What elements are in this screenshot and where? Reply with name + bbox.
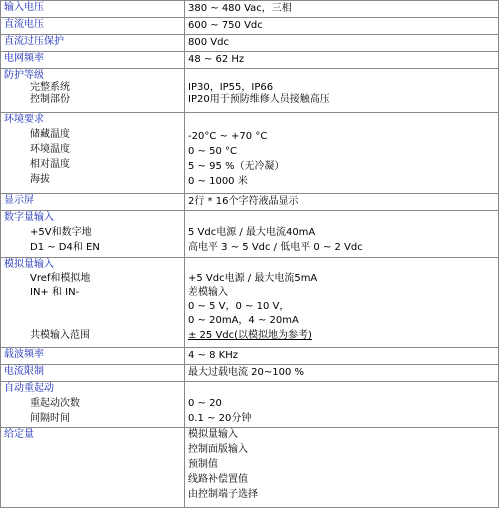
value-line: 差模输入	[188, 287, 228, 298]
row-value	[185, 113, 499, 194]
row-title: 模拟量输入	[4, 259, 54, 270]
row-sub-label: 储藏温度	[30, 129, 70, 140]
row-title: 自动重起动	[4, 383, 54, 394]
row-title: 电网频率	[4, 53, 44, 64]
row-value	[185, 1, 499, 18]
value-line: 模拟量输入	[188, 429, 238, 440]
row-key	[1, 365, 185, 382]
value-line: 线路补偿置值	[188, 474, 248, 485]
value-line: -20°C ~ +70 °C	[188, 131, 268, 142]
row-key	[1, 382, 185, 428]
table-row-analog-input	[1, 258, 499, 348]
value-line: 5 ~ 95 %（无冷凝）	[188, 161, 285, 172]
row-value	[185, 69, 499, 113]
row-key	[1, 258, 185, 348]
row-title: 环境要求	[4, 114, 44, 125]
row-key	[1, 211, 185, 258]
row-key	[1, 428, 185, 508]
row-key	[1, 18, 185, 35]
row-value	[185, 194, 499, 211]
value-line: 高电平 3 ~ 5 Vdc / 低电平 0 ~ 2 Vdc	[188, 242, 363, 253]
table-row-grid-frequency	[1, 52, 499, 69]
value-line: IP30，IP55，IP66	[188, 82, 274, 93]
row-value	[185, 35, 499, 52]
row-sub-label: 间隔时间	[30, 413, 70, 424]
table-row-current-limit	[1, 365, 499, 382]
row-key	[1, 1, 185, 18]
row-title: 防护等级	[4, 70, 44, 81]
table-row-reference	[1, 428, 499, 508]
value-line: ± 25 Vdc(以模拟地为参考)	[188, 330, 312, 341]
row-sub-label: 完整系统	[30, 82, 70, 93]
row-title: 载波频率	[4, 349, 44, 360]
value-line: 0 ~ 20mA，4 ~ 20mA	[188, 315, 299, 326]
row-key	[1, 194, 185, 211]
row-title: 给定量	[4, 429, 34, 440]
row-title: 显示屏	[4, 195, 34, 206]
row-key	[1, 52, 185, 69]
row-value	[185, 428, 499, 508]
value-line: 0.1 ~ 20分钟	[188, 413, 252, 424]
value-line: 由控制端子选择	[188, 489, 258, 500]
row-sub-label: 重起动次数	[30, 398, 80, 409]
row-value	[185, 348, 499, 365]
row-value	[185, 365, 499, 382]
value-line: 0 ~ 5 V，0 ~ 10 V，	[188, 301, 290, 312]
row-sub-label: 海拔	[30, 174, 50, 185]
value-line: 380 ~ 480 Vac，三相	[188, 3, 292, 14]
value-line: 0 ~ 20	[188, 398, 222, 409]
table-row-dc-overvoltage	[1, 35, 499, 52]
table-row-display	[1, 194, 499, 211]
row-value	[185, 258, 499, 348]
row-value	[185, 211, 499, 258]
row-key	[1, 113, 185, 194]
row-sub-label: IN+ 和 IN-	[30, 287, 80, 298]
row-key	[1, 35, 185, 52]
value-line: 600 ~ 750 Vdc	[188, 20, 263, 31]
value-line: 控制面版输入	[188, 444, 248, 455]
value-line: 4 ~ 8 KHz	[188, 350, 238, 361]
row-value	[185, 382, 499, 428]
row-sub-label: Vref和模拟地	[30, 273, 91, 284]
row-key	[1, 69, 185, 113]
row-title: 电流限制	[4, 366, 44, 377]
row-title: 输入电压	[4, 2, 44, 13]
value-line: 2行 * 16个字符液晶显示	[188, 196, 299, 207]
table-row-digital-input	[1, 211, 499, 258]
row-title: 数字量输入	[4, 212, 54, 223]
row-sub-label: 控制部份	[30, 94, 70, 105]
row-sub-label: 相对温度	[30, 159, 70, 170]
value-line: 5 Vdc电源 / 最大电流40mA	[188, 227, 316, 238]
row-key	[1, 348, 185, 365]
row-value	[185, 52, 499, 69]
table-row-dc-voltage	[1, 18, 499, 35]
value-line: 0 ~ 1000 米	[188, 176, 248, 187]
table-row-environment	[1, 113, 499, 194]
row-title: 直流过压保护	[4, 36, 64, 47]
value-line: 800 Vdc	[188, 37, 229, 48]
value-line: +5 Vdc电源 / 最大电流5mA	[188, 273, 318, 284]
row-sub-label: 环境温度	[30, 144, 70, 155]
row-title: 直流电压	[4, 19, 44, 30]
row-sub-label: 共模输入范围	[30, 330, 90, 341]
table-row-input-voltage	[1, 1, 499, 18]
value-line: 48 ~ 62 Hz	[188, 54, 245, 65]
row-sub-label: D1 ~ D4和 EN	[30, 242, 100, 253]
table-row-carrier-frequency	[1, 348, 499, 365]
row-sub-label: +5V和数字地	[30, 227, 92, 238]
table-row-protection	[1, 69, 499, 113]
row-value	[185, 18, 499, 35]
value-line: 预制值	[188, 459, 218, 470]
value-line: 0 ~ 50 °C	[188, 146, 237, 157]
value-line: 最大过载电流 20~100 %	[188, 367, 305, 378]
table-row-auto-restart	[1, 382, 499, 428]
value-line: IP20用于预防维修人员接触高压	[188, 94, 330, 105]
